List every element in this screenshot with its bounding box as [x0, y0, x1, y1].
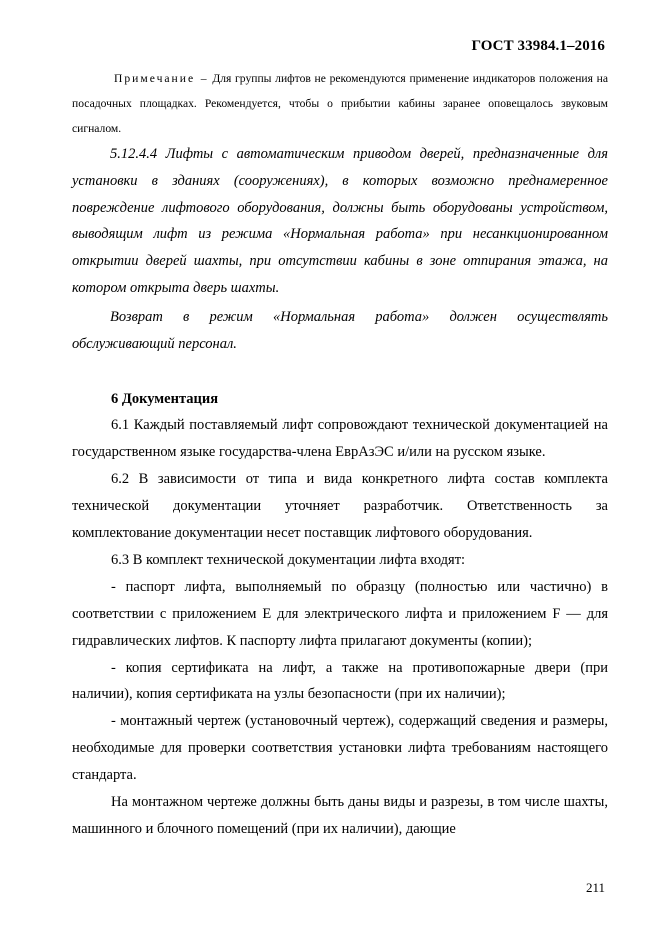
- note-label: Примечание –: [114, 72, 209, 85]
- paragraph-6-1: 6.1 Каждый поставляемый лифт сопровождают технической документацией на государственном языке государства-члена ЕврАзЭС и/или на русском языке.: [72, 417, 608, 461]
- note-text: Для группы лифтов не рекомендуются применение индикаторов положения на посадочных площадках. Рекомендуется, чтобы о прибытии кабины заранее оповещалось звуковым сигналом.: [72, 72, 609, 135]
- paragraph-drawing-details: На монтажном чертеже должны быть даны виды и разрезы, в том числе шахты, машинного и блочного помещений (при их наличии), дающие: [72, 794, 608, 837]
- paragraph-6-2: 6.2 В зависимости от типа и вида конкретного лифта состав комплекта технической документации уточняет разработчик. Ответственность за комплектование документации несет поставщик лифтового оборудования.: [72, 471, 608, 541]
- page-number: 211: [585, 880, 605, 895]
- section-spacer: [72, 357, 608, 386]
- paragraph-5-12-4-4: 5.12.4.4 Лифты с автоматическим приводом дверей, предназначенные для установки в зданиях (сооружениях), в которых возможно преднамеренное повреждение лифтового оборудования, должны быть оборудованы устройством, выводящим лифт из режима «Нормальная работа» при несанкционированном открытии дверей шахты, при отсутствии кабины в зоне отпирания этажа, на котором открыта дверь шахты.: [72, 146, 608, 296]
- list-item-drawing: - монтажный чертеж (установочный чертеж), содержащий сведения и размеры, необходимые для проверки соответствия установки лифта требованиям настоящего стандарта.: [72, 713, 608, 784]
- page-content: [72, 66, 608, 843]
- paragraph-return-mode: Возврат в режим «Нормальная работа» должен осуществлять обслуживающий персонал.: [72, 308, 608, 352]
- standard-id-header: ГОСТ 33984.1–2016: [471, 38, 605, 54]
- note-paragraph: [72, 66, 608, 141]
- paragraph-6-3: 6.3 В комплект технической документации лифта входят:: [111, 551, 466, 568]
- section-heading: 6 Документация: [111, 391, 219, 408]
- section-body: [72, 412, 608, 843]
- italic-section: [72, 141, 608, 357]
- list-item-certificate: - копия сертификата на лифт, а также на противопожарные двери (при наличии), копия сертификата на узлы безопасности (при их наличии);: [72, 659, 608, 703]
- list-item-passport: - паспорт лифта, выполняемый по образцу (полностью или частично) в соответствии с приложением Е для электрического лифта и приложением F — для гидравлических лифтов. К паспорту лифта прилагают документы (копии);: [72, 578, 608, 649]
